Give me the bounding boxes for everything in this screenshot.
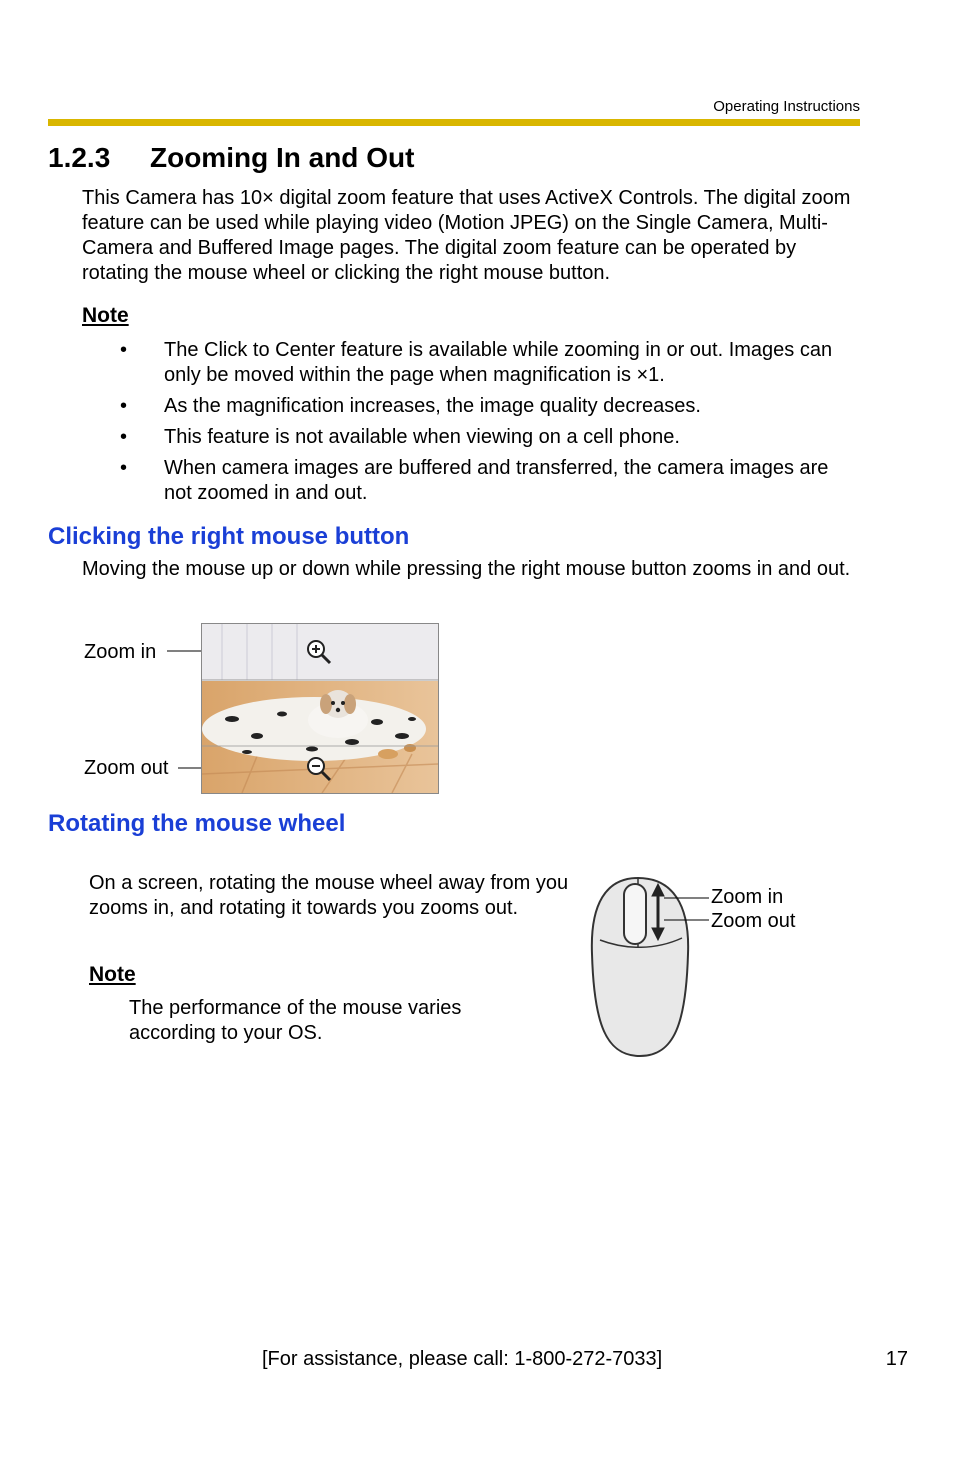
bullet: • <box>120 457 128 479</box>
note-text: When camera images are buffered and transferred, the camera images are not zoomed in and out. <box>164 457 829 504</box>
dog-photo <box>202 624 438 793</box>
wheel-paragraph: On a screen, rotating the mouse wheel away from you zooms in, and rotating it towards you zooms out. <box>89 872 569 919</box>
callout-lines <box>160 640 206 770</box>
intro-paragraph: This Camera has 10× digital zoom feature that uses ActiveX Controls. The digital zoom feature can be used while playing video (Motion JPEG) on the Single Camera, Multi-Camera and Buffered Image pages. The digital zoom feature can be operated by rotating the mouse wheel or clicking the right mouse button. <box>82 187 851 284</box>
running-header: Operating Instructions <box>713 98 860 115</box>
right-click-paragraph: Moving the mouse up or down while pressing the right mouse button zooms in and out. <box>82 558 851 580</box>
wheel-icon <box>624 884 646 944</box>
note-text: The Click to Center feature is available while zooming in or out. Images can only be moved within the page when magnification is ×1. <box>164 339 833 386</box>
mouse-illustration <box>586 874 826 1064</box>
section-title <box>48 142 414 174</box>
note-heading-2: Note <box>89 963 136 986</box>
list-item <box>120 338 860 388</box>
camera-image <box>201 623 439 794</box>
header-rule <box>48 119 860 126</box>
note-text: As the magnification increases, the image quality decreases. <box>164 395 701 417</box>
note-text: This feature is not available when viewing on a cell phone. <box>164 426 680 448</box>
bullet: • <box>120 426 128 448</box>
subheading-mouse-wheel: Rotating the mouse wheel <box>48 810 346 837</box>
bullet: • <box>120 339 128 361</box>
list-item <box>120 425 860 450</box>
section-title-text: Zooming In and Out <box>150 142 415 173</box>
bullet: • <box>120 395 128 417</box>
wheel-note-text: The performance of the mouse varies according to your OS. <box>129 997 462 1044</box>
zoom-out-label: Zoom out <box>84 757 169 779</box>
section-number: 1.2.3 <box>48 142 111 173</box>
list-item <box>120 394 860 419</box>
page-number: 17 <box>885 1348 908 1370</box>
zoom-in-label: Zoom in <box>84 641 157 663</box>
wheel-zoom-in-label: Zoom in <box>711 886 784 908</box>
subheading-right-click: Clicking the right mouse button <box>48 523 410 550</box>
wheel-zoom-out-label: Zoom out <box>711 910 796 932</box>
assistance-line: [For assistance, please call: 1-800-272-7033] <box>262 1348 663 1370</box>
note-list <box>120 338 860 512</box>
list-item <box>120 456 860 506</box>
note-heading: Note <box>82 304 129 327</box>
